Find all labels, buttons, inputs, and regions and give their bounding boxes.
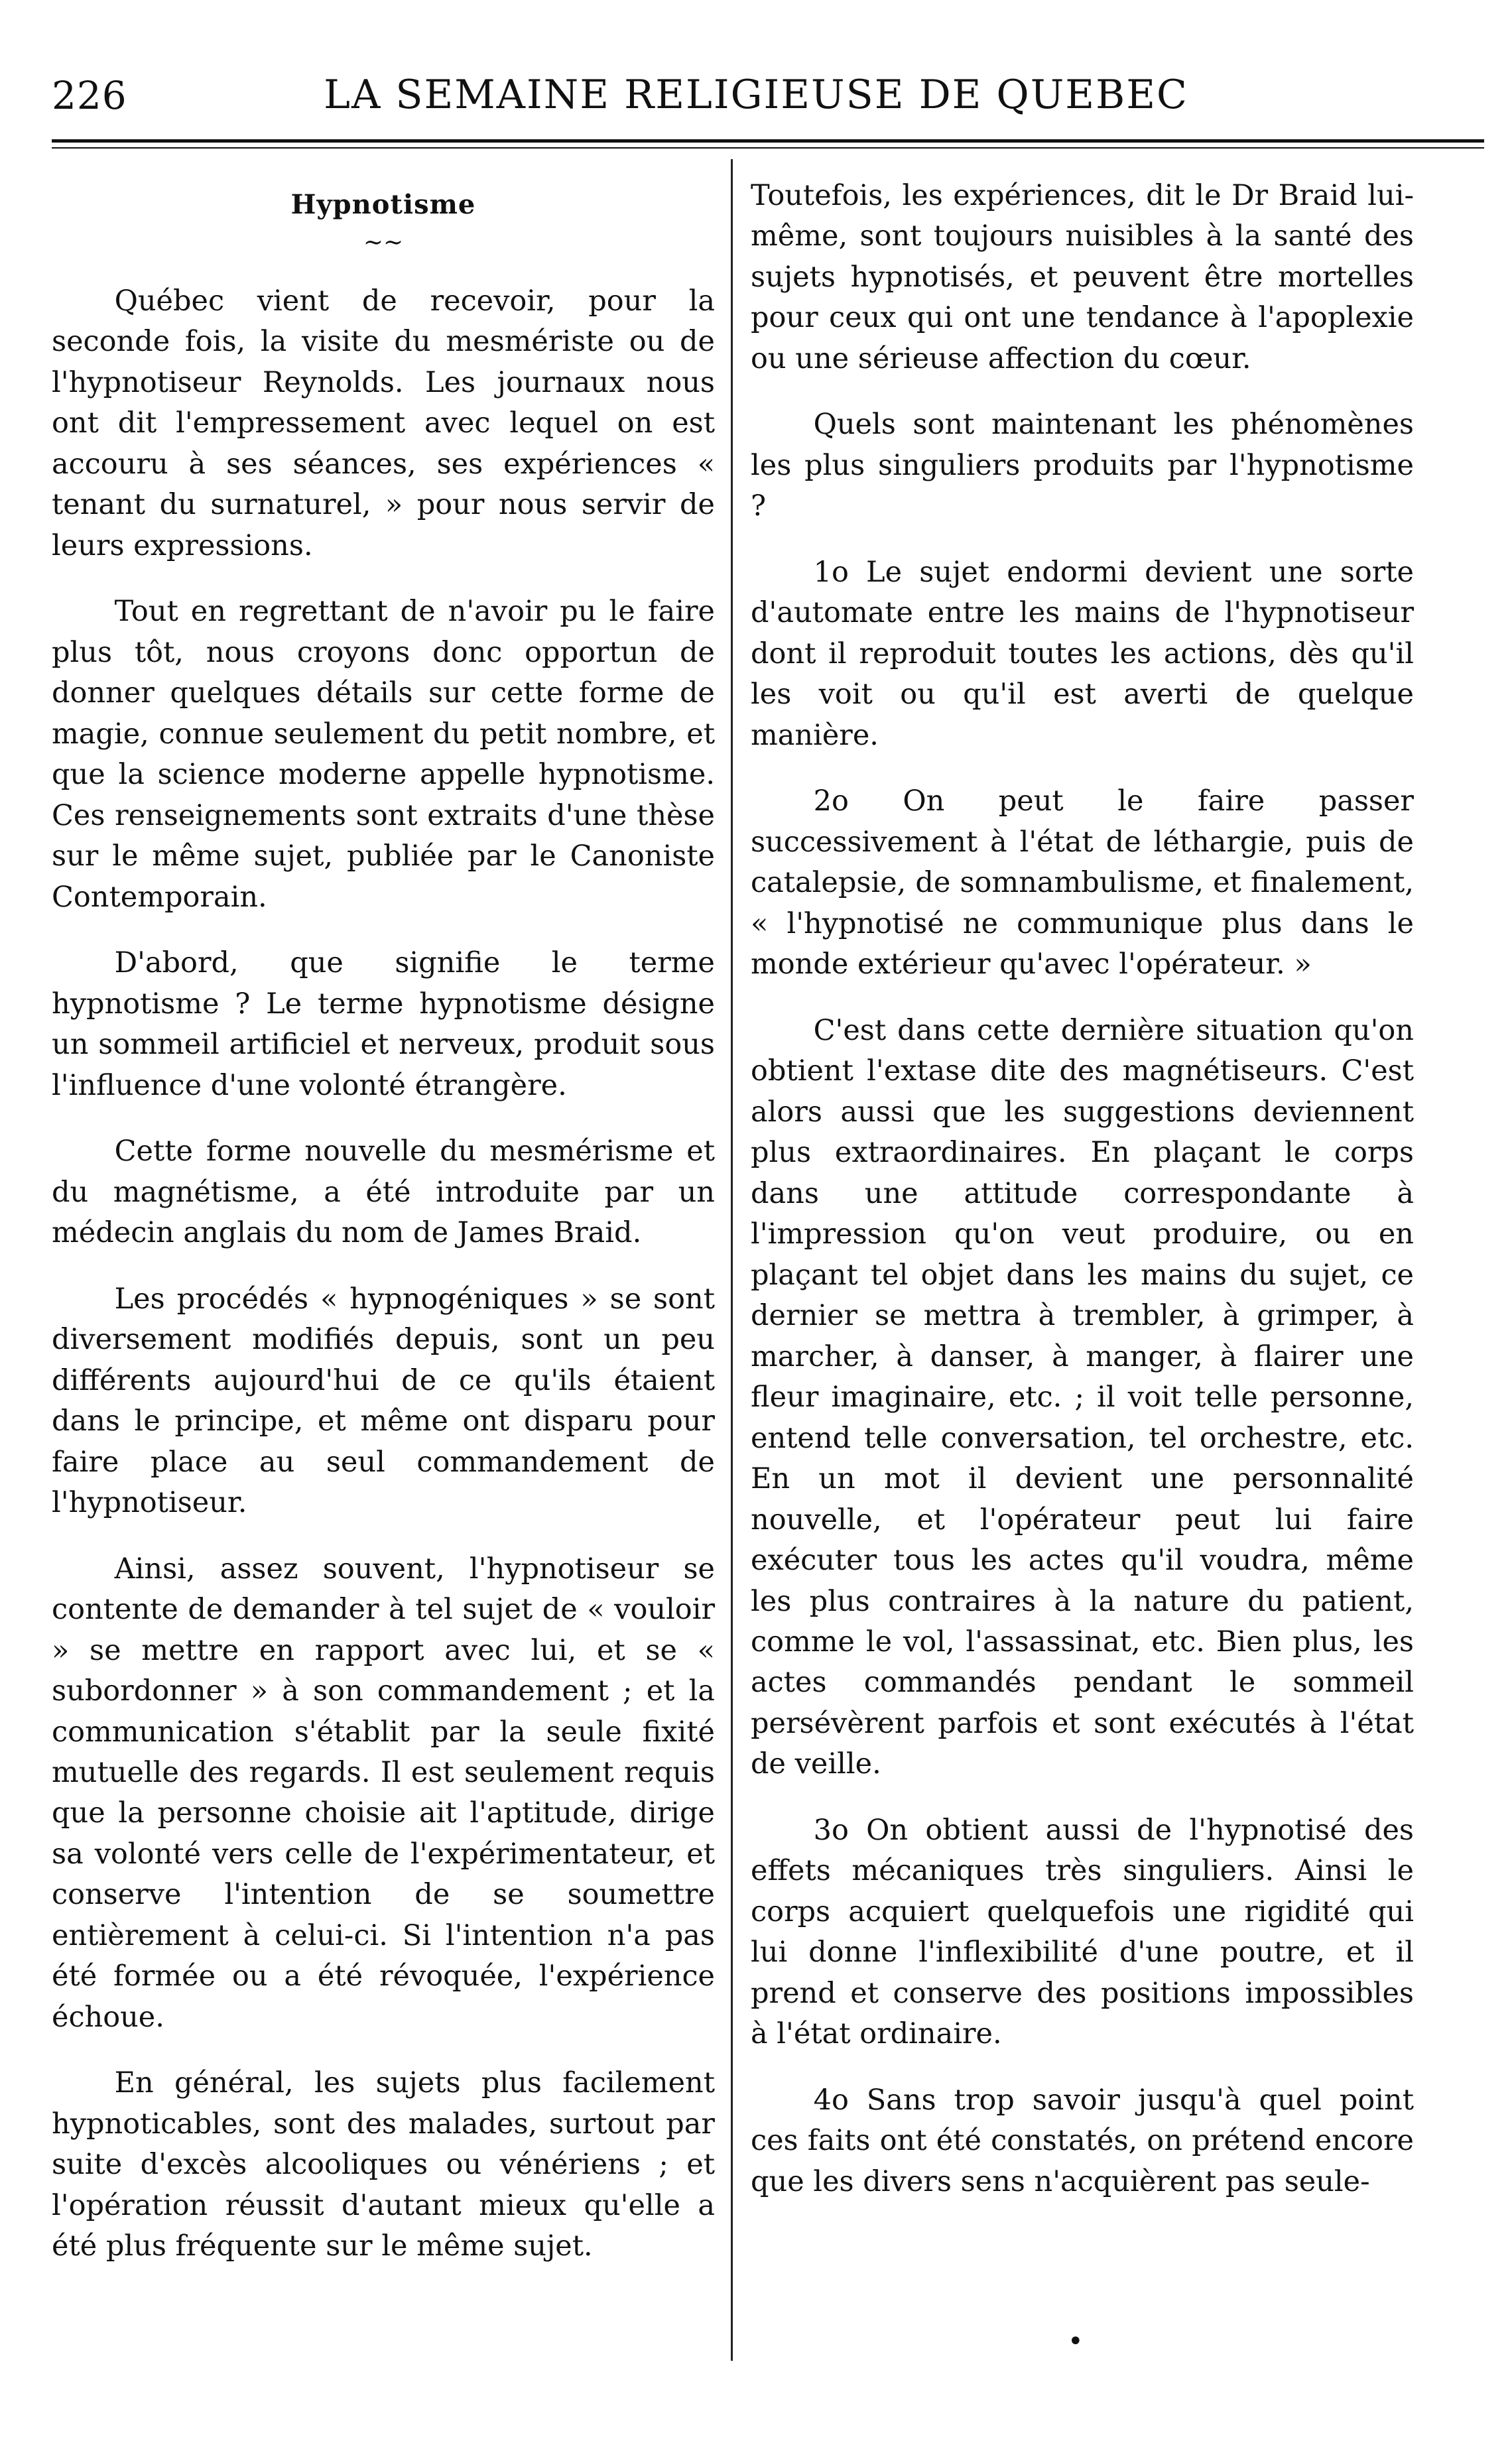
- page-header: [0, 0, 1512, 159]
- paragraph: Tout en regrettant de n'avoir pu le faire plus tôt, nous croyons donc opportun de donner quelques détails sur cette forme de magie, connue seulement du petit nombre, et que la science moderne appelle hypnotisme. Ces renseignements sont extraits d'une thèse sur le même sujet, publiée par le Canoniste Contemporain.: [52, 595, 715, 914]
- paragraph: Cette forme nouvelle du mesmérisme et du magnétisme, a été introduite par un médecin anglais du nom de James Braid.: [52, 1135, 715, 1250]
- paragraph: Les procédés « hypnogéniques » se sont diversement modifiés depuis, sont un peu différents aujourd'hui de ce qu'ils étaient dans le principe, et même ont disparu pour faire place au seul commandement de l'hypnotiseur.: [52, 1282, 715, 1520]
- footer-ornament: •: [1068, 2326, 1084, 2357]
- paragraph: 2o On peut le faire passer successivement à l'état de léthargie, puis de catalepsie, de somnambulisme, et finalement, « l'hypnotisé ne communique plus dans le monde extérieur qu'avec l'opérateur. »: [751, 784, 1414, 981]
- paragraph: Ainsi, assez souvent, l'hypnotiseur se contente de demander à tel sujet de « vouloir » se mettre en rapport avec lui, et se « subordonner » à son commandement ; et la communication s'établit par la seule fixité mutuelle des regards. Il est seulement requis que la personne choisie ait l'aptitude, dirige sa volonté vers celle de l'expérimentateur, et conserve l'intention de se soumettre entièrement à celui-ci. Si l'intention n'a pas été formée ou a été révoquée, l'expérience échoue.: [52, 1552, 715, 2034]
- paragraph: 1o Le sujet endormi devient une sorte d'automate entre les mains de l'hypnotiseur dont il reproduit toutes les actions, dès qu'il les voit ou qu'il est averti de quelque manière.: [751, 555, 1414, 752]
- paragraph: Québec vient de recevoir, pour la seconde fois, la visite du mesmériste ou de l'hypnotiseur Reynolds. Les journaux nous ont dit l'empressement avec lequel on est accouru à ses séances, ses expériences « tenant du surnaturel, » pour nous servir de leurs expressions.: [52, 284, 715, 562]
- paragraph: Toutefois, les expériences, dit le Dr Braid lui-même, sont toujours nuisibles à la santé des sujets hypnotisés, et peuvent être mortelles pour ceux qui ont une tendance à l'apoplexie ou une sérieuse affection du cœur.: [751, 179, 1414, 375]
- section-title: Hypnotisme: [290, 189, 476, 220]
- section-ornament: ~~: [363, 229, 404, 256]
- paragraph: En général, les sujets plus facilement hypnoticables, sont des malades, surtout par suite d'excès alcooliques ou vénériens ; et l'opération réussit d'autant mieux qu'elle a été plus fréquente sur le même sujet.: [52, 2066, 715, 2263]
- header-rule: [52, 139, 1484, 143]
- column-divider: [731, 159, 733, 2361]
- header-rule-thin: [52, 147, 1484, 149]
- right-column: [751, 176, 1414, 2227]
- running-title: LA SEMAINE RELIGIEUSE DE QUEBEC: [324, 72, 1188, 118]
- paragraph: 4o Sans trop savoir jusqu'à quel point ces faits ont été constatés, on prétend encore que les divers sens n'acquièrent pas seule-: [751, 2083, 1414, 2198]
- paragraph: 3o On obtient aussi de l'hypnotisé des effets mécaniques très singuliers. Ainsi le corps acquiert quelquefois une rigidité qui lui donne l'inflexibilité d'une poutre, et il prend et conserve des positions impossibles à l'état ordinaire.: [751, 1813, 1414, 2051]
- page-number: 226: [52, 73, 127, 118]
- paragraph: D'abord, que signifie le terme hypnotisme ? Le terme hypnotisme désigne un sommeil artificiel et nerveux, produit sous l'influence d'une volonté étrangère.: [52, 946, 715, 1102]
- paragraph: Quels sont maintenant les phénomènes les plus singuliers produits par l'hypnotisme ?: [751, 408, 1414, 523]
- paragraph: C'est dans cette dernière situation qu'on obtient l'extase dite des magnétiseurs. C'est alors aussi que les suggestions deviennent plus extraordinaires. En plaçant le corps dans une attitude correspondante à l'impression qu'on veut produire, ou en plaçant tel objet dans les mains du sujet, ce dernier se mettra à trembler, à grimper, à marcher, à danser, à manger, à flairer une fleur imaginaire, etc. ; il voit telle personne, entend telle conversation, tel orchestre, etc. En un mot il devient une personnalité nouvelle, et l'opérateur peut lui faire exécuter tous les actes qu'il voudra, même les plus contraires à la nature du patient, comme le vol, l'assassinat, etc. Bien plus, les actes commandés pendant le sommeil persévèrent parfois et sont exécutés à l'état de veille.: [751, 1013, 1414, 1781]
- left-column: [52, 176, 715, 2292]
